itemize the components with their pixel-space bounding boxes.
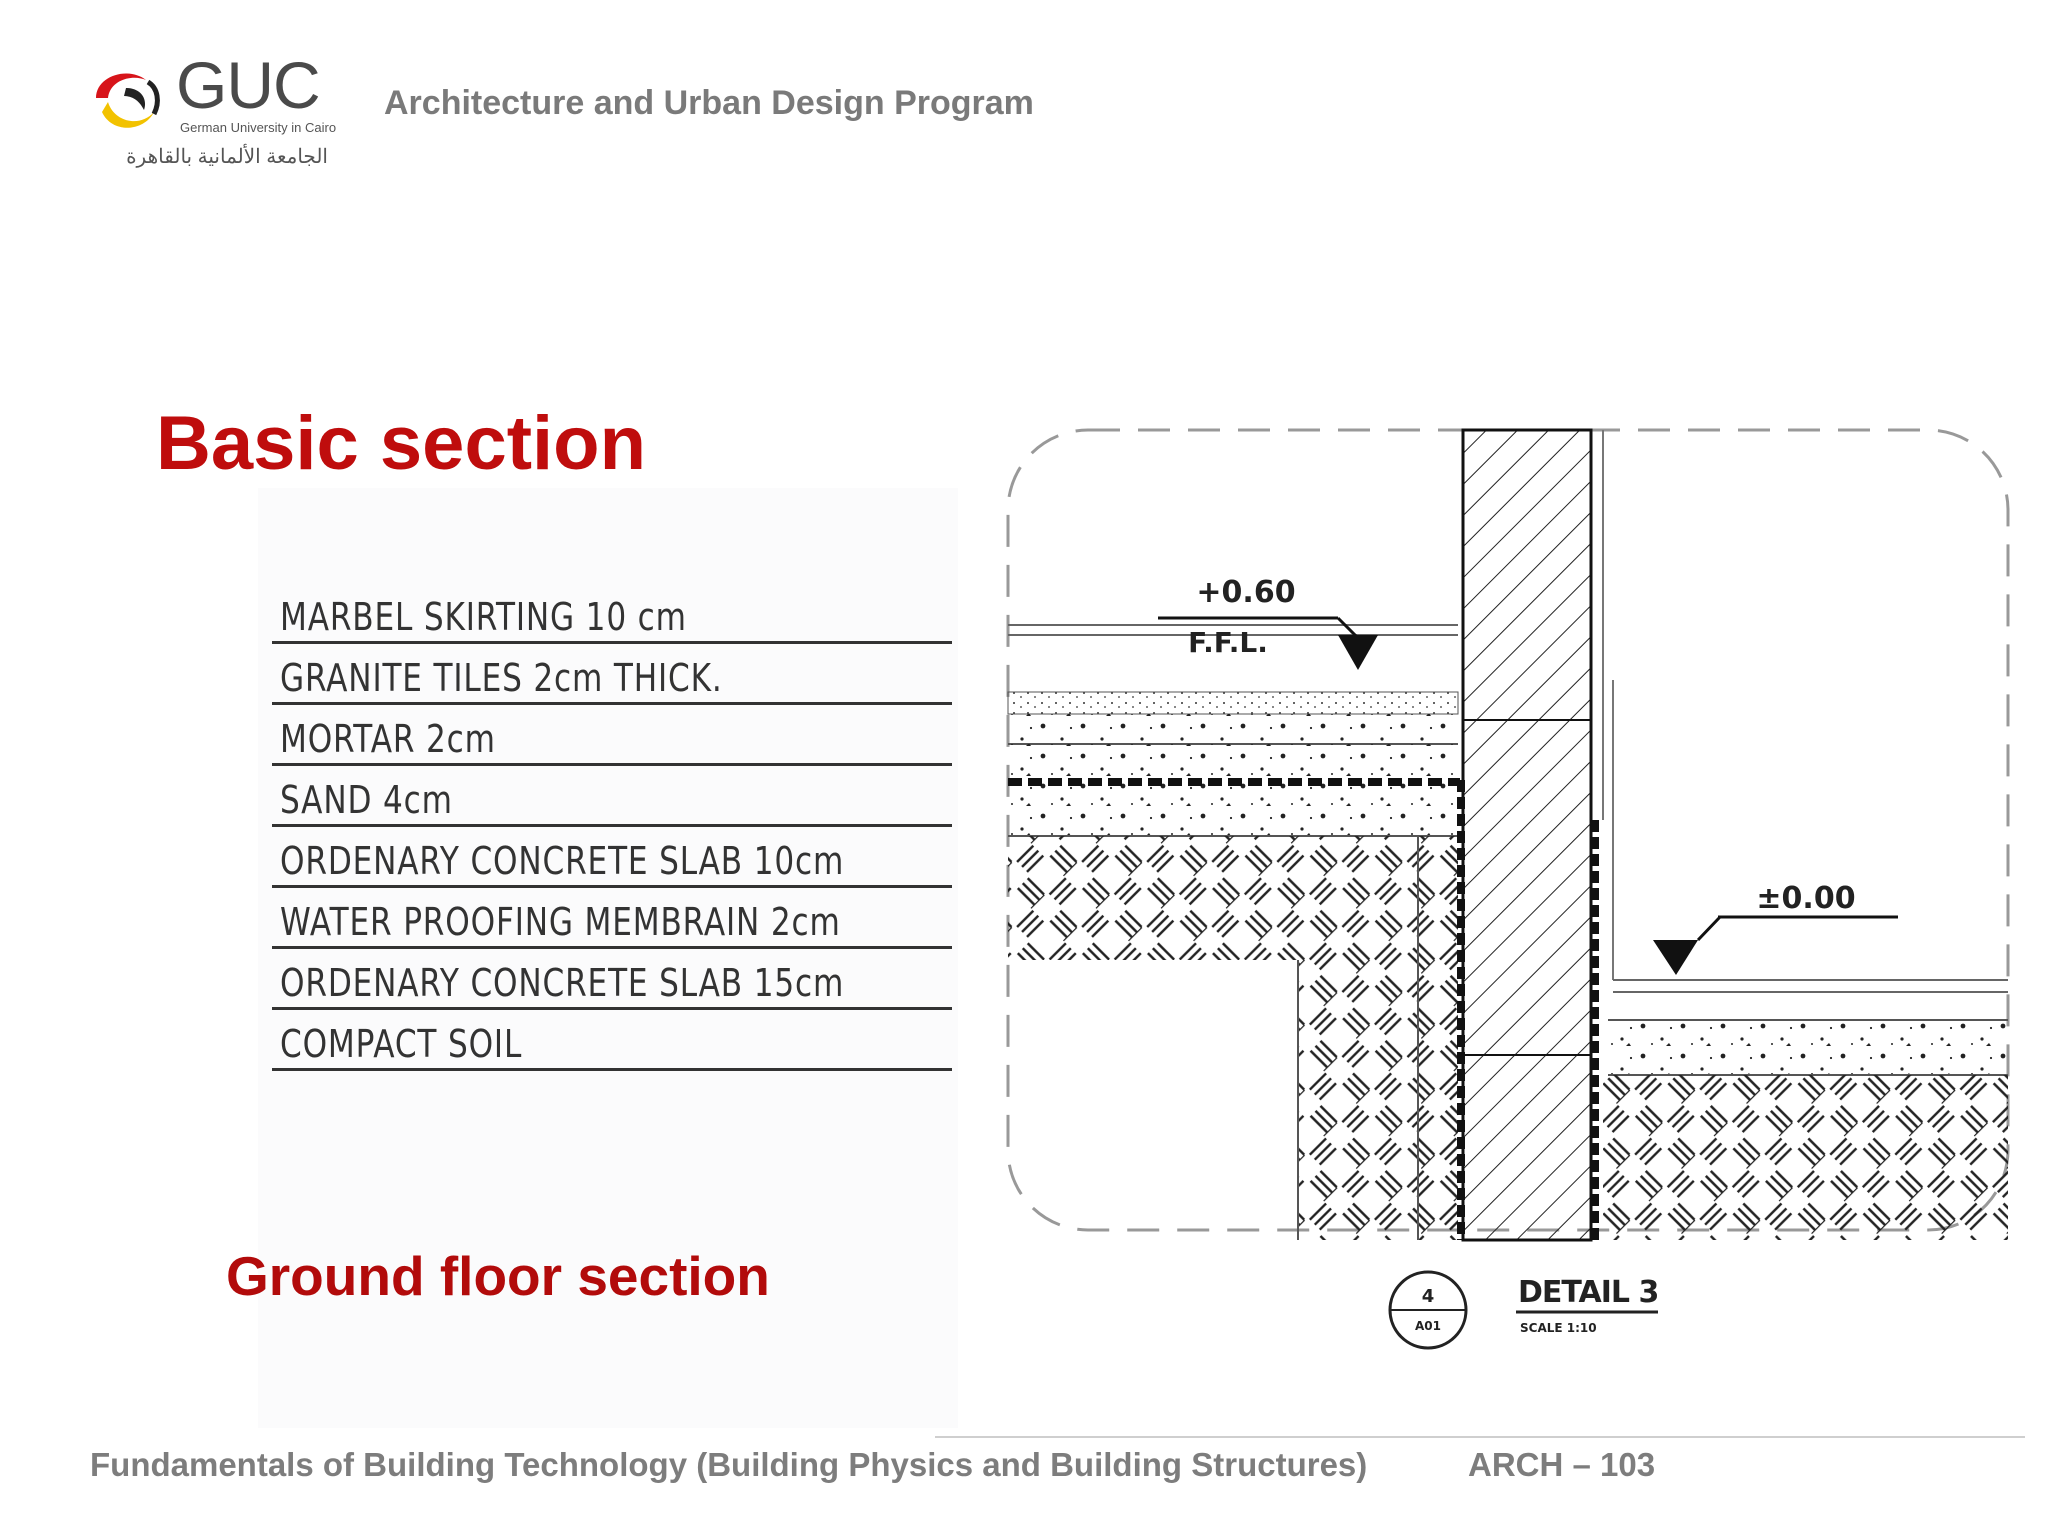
layer-label: GRANITE TILES 2cm THICK. bbox=[272, 641, 952, 705]
logo-text: GUC bbox=[176, 48, 320, 122]
layer-label: MORTAR 2cm bbox=[272, 702, 952, 766]
logo-subtitle: German University in Cairo bbox=[180, 120, 337, 135]
guc-logo bbox=[88, 48, 338, 172]
guc-logo-mark-icon bbox=[88, 58, 172, 138]
layer-label: WATER PROOFING MEMBRAIN 2cm bbox=[272, 885, 952, 949]
callout-number: 4 bbox=[1421, 1286, 1435, 1307]
section-detail-drawing bbox=[998, 420, 2018, 1360]
program-title: Architecture and Urban Design Program bbox=[384, 84, 1034, 122]
layer-label: COMPACT SOIL bbox=[272, 1007, 952, 1071]
layer-label: ORDENARY CONCRETE SLAB 15cm bbox=[272, 946, 952, 1010]
logo-arabic-text: الجامعة الألمانية بالقاهرة bbox=[126, 146, 328, 168]
footer-course-code: ARCH – 103 bbox=[1468, 1446, 1656, 1483]
layer-label: MARBEL SKIRTING 10 cm bbox=[272, 580, 952, 644]
ffl-level-value: +0.60 bbox=[1196, 575, 1296, 610]
ground-level-value: ±0.00 bbox=[1756, 881, 1856, 916]
footer-course-title: Fundamentals of Building Technology (Building Physics and Building Structures) bbox=[90, 1446, 1368, 1483]
layer-label: ORDENARY CONCRETE SLAB 10cm bbox=[272, 824, 952, 888]
section-caption: Ground floor section bbox=[226, 1245, 770, 1307]
footer-divider bbox=[935, 1436, 2025, 1438]
detail-scale: SCALE 1:10 bbox=[1520, 1321, 1597, 1335]
callout-sheet: A01 bbox=[1415, 1319, 1441, 1333]
ffl-level-label: F.F.L. bbox=[1188, 626, 1268, 659]
detail-title: DETAIL 3 bbox=[1518, 1275, 1659, 1310]
layer-label: SAND 4cm bbox=[272, 763, 952, 827]
slide-title: Basic section bbox=[156, 401, 646, 486]
